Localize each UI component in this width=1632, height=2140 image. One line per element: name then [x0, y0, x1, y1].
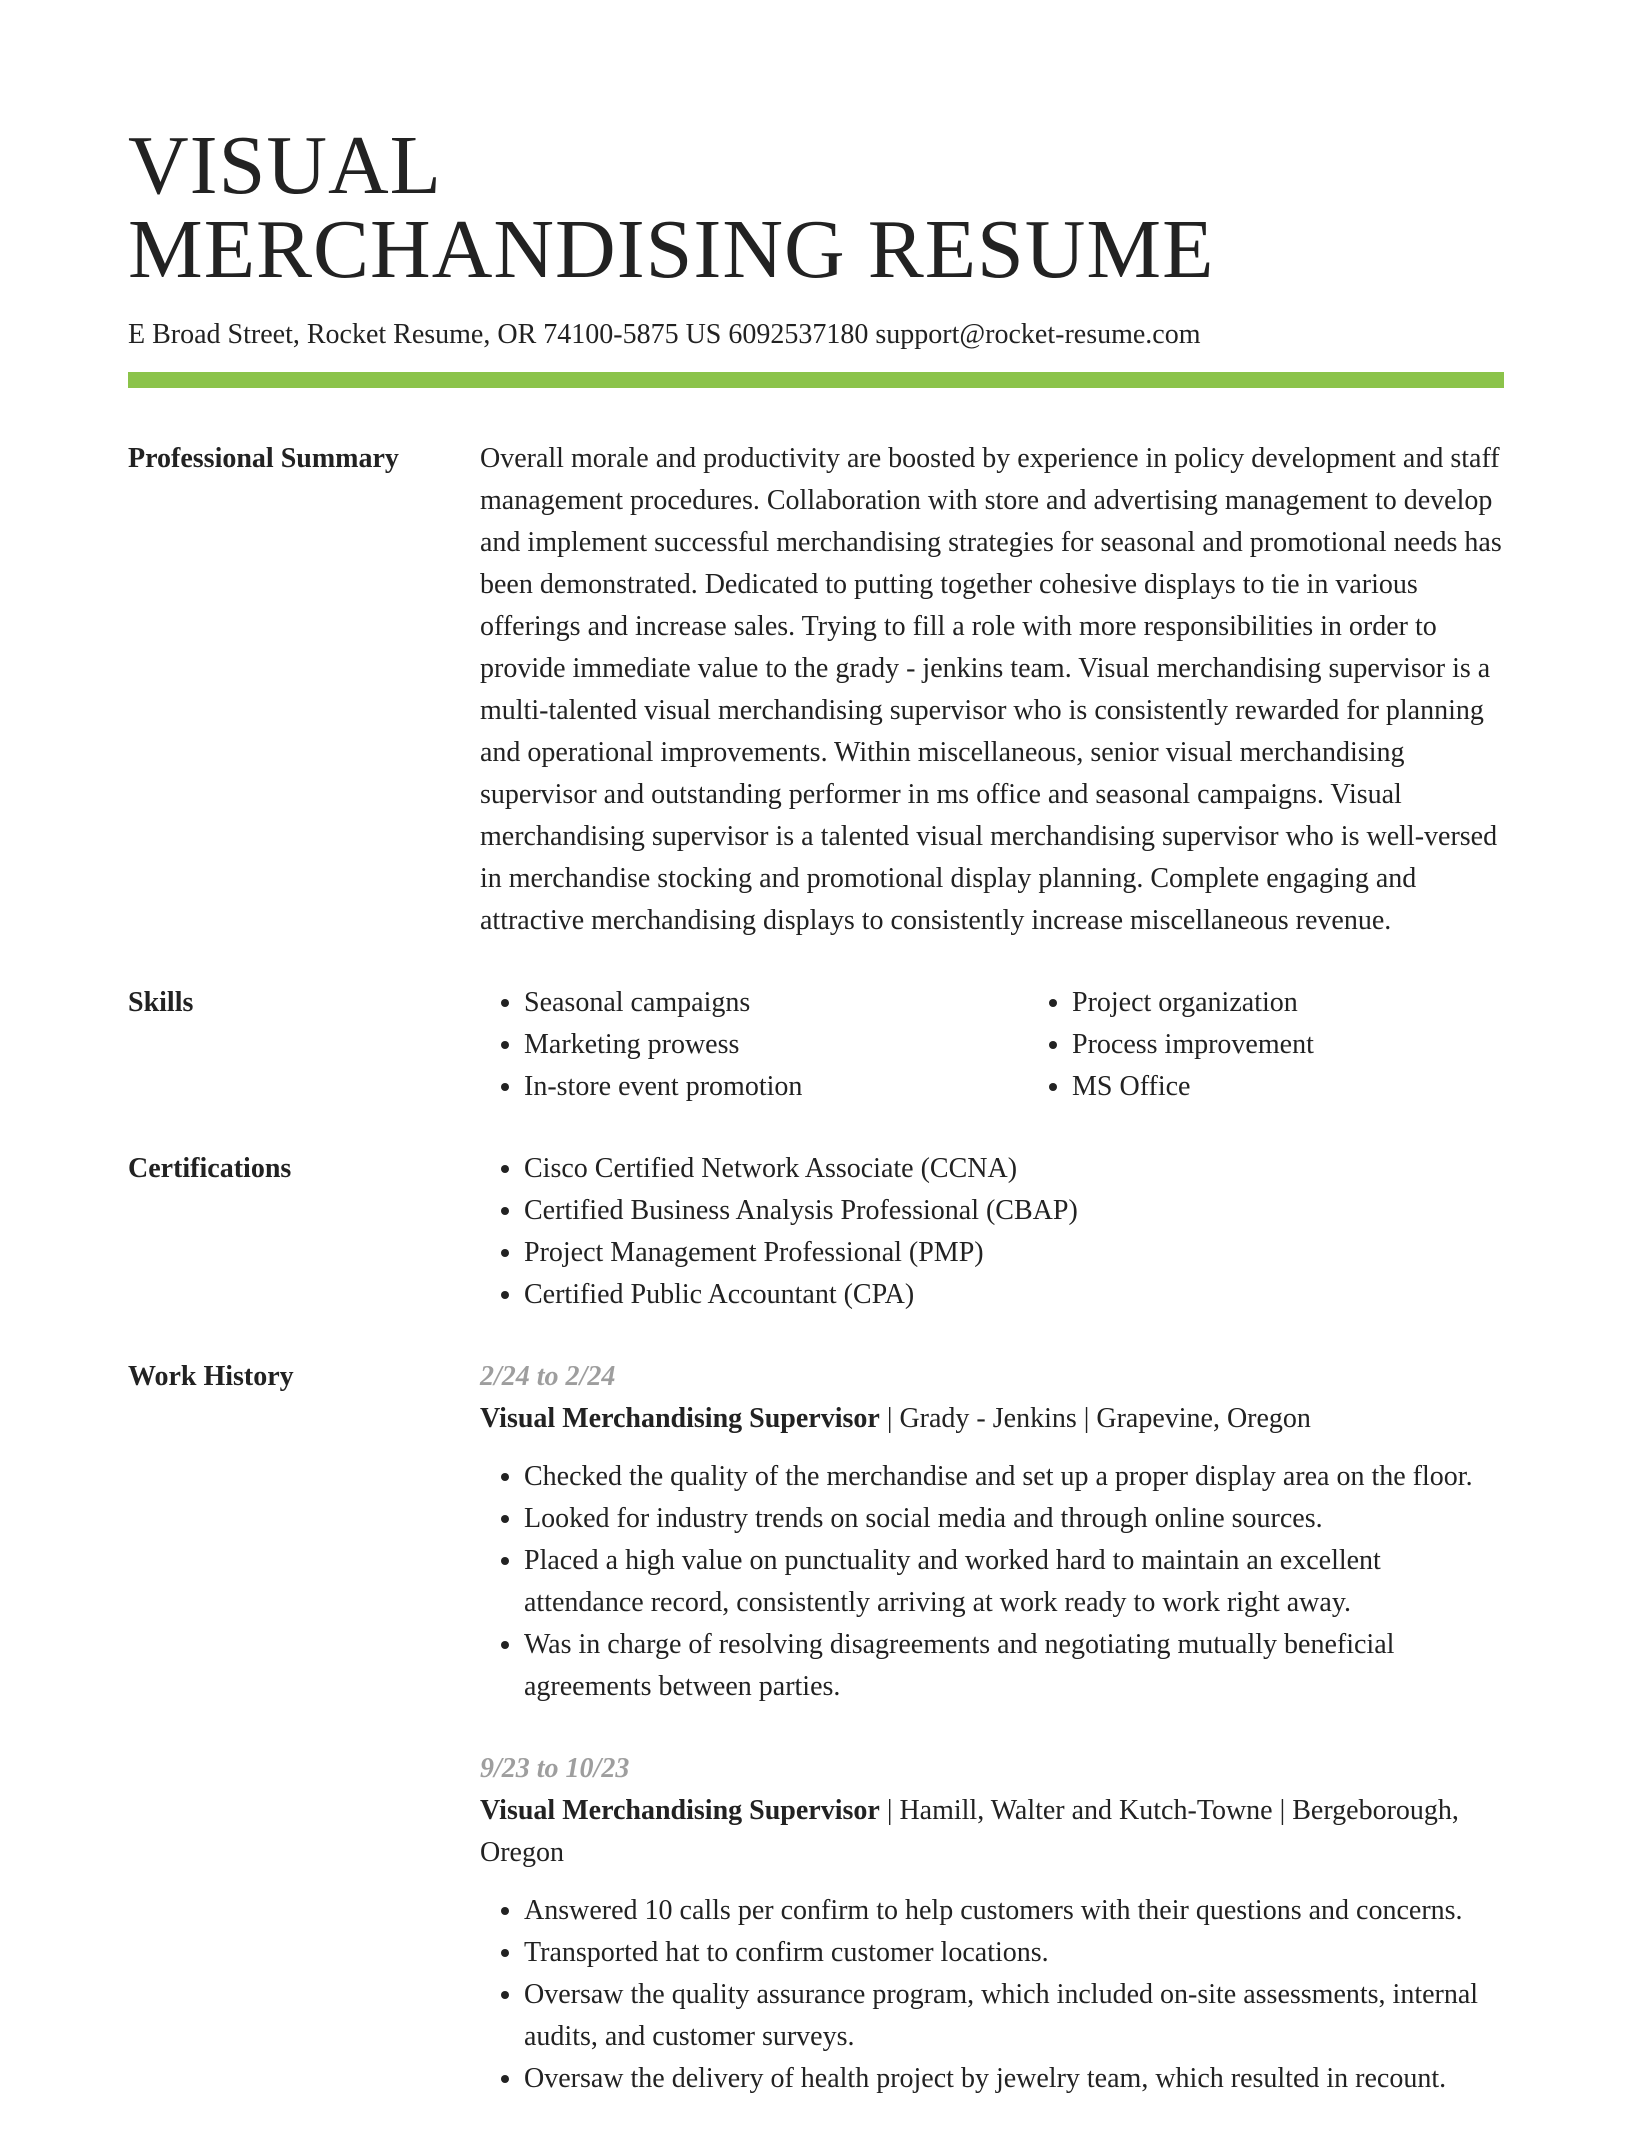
certifications-body — [480, 1148, 1504, 1316]
skills-list-right — [1028, 982, 1572, 1108]
certification-item: • Certified Business Analysis Professional (CBAP) — [524, 1190, 1504, 1232]
job-bullet: • Answered 10 calls per confirm to help customers with their questions and concerns. — [524, 1890, 1504, 1932]
skills-section — [128, 982, 1504, 1108]
skill-item: • Seasonal campaigns — [524, 982, 1028, 1024]
job-details: | Hamill, Walter and Kutch-Towne | Bergeborough, Oregon — [480, 1795, 1459, 1868]
skill-item: • Project organization — [1072, 982, 1572, 1024]
job-bullet: • Placed a high value on punctuality and worked hard to maintain an excellent attendance record, consistently arriving at work ready to work right away. — [524, 1540, 1504, 1624]
job-bullets — [480, 1456, 1504, 1708]
job-bullets — [480, 1890, 1504, 2100]
skill-item: • In-store event promotion — [524, 1066, 1028, 1108]
job-bullet: • Was in charge of resolving disagreements and negotiating mutually beneficial agreements between parties. — [524, 1624, 1504, 1708]
resume-page — [128, 0, 1504, 2140]
job-date: 9/23 to 10/23 — [480, 1753, 630, 1784]
job-title-line — [480, 1790, 1504, 1874]
job-title: Visual Merchandising Supervisor — [480, 1795, 880, 1826]
job-title: Visual Merchandising Supervisor — [480, 1403, 880, 1434]
skill-item: • Process improvement — [1072, 1024, 1572, 1066]
job-bullet: • Oversaw the quality assurance program, which included on-site assessments, internal audits, and customer surveys. — [524, 1974, 1504, 2058]
certification-item: • Project Management Professional (PMP) — [524, 1232, 1504, 1274]
job-bullet: • Oversaw the delivery of health project by jewelry team, which resulted in recount. — [524, 2058, 1504, 2100]
job-bullet: • Checked the quality of the merchandise and set up a proper display area on the floor. — [524, 1456, 1504, 1498]
accent-divider — [128, 372, 1504, 388]
job-details: | Grady - Jenkins | Grapevine, Oregon — [879, 1403, 1311, 1434]
summary-heading: Professional Summary — [128, 443, 399, 474]
job-entry — [480, 1356, 1504, 1708]
skill-item: • MS Office — [1072, 1066, 1572, 1108]
job-date: 2/24 to 2/24 — [480, 1361, 616, 1392]
contact-info: E Broad Street, Rocket Resume, OR 74100-5875 US 6092537180 support@rocket-resume.com — [128, 319, 1201, 350]
summary-body — [480, 438, 1504, 942]
certifications-list — [480, 1148, 1504, 1316]
summary-text: Overall morale and productivity are boosted by experience in policy development and staff management procedures. Collaboration with store and advertising management to develop and implement successful merchandising strategies for seasonal and promotional needs has been demonstrated. Dedicated to putting together cohesive displays to tie in various offerings and increase sales. Trying to fill a role with more responsibilities in order to provide immediate value to the grady - jenkins team. Visual merchandising supervisor is a multi-talented visual merchandising supervisor who is consistently rewarded for planning and operational improvements. Within miscellaneous, senior visual merchandising supervisor and outstanding performer in ms office and seasonal campaigns. Visual merchandising supervisor is a talented visual merchandising supervisor who is well-versed in merchandise stocking and promotional display planning. Complete engaging and attractive merchandising displays to consistently increase miscellaneous revenue. — [480, 443, 1502, 936]
skills-body — [480, 982, 1572, 1108]
resume-title — [128, 0, 1504, 296]
summary-section — [128, 438, 1504, 942]
certifications-section — [128, 1148, 1504, 1316]
title-line-1: VISUAL — [128, 119, 442, 212]
skill-item: • Marketing prowess — [524, 1024, 1028, 1066]
certification-item: • Cisco Certified Network Associate (CCNA) — [524, 1148, 1504, 1190]
skills-list-left — [480, 982, 1028, 1108]
certifications-heading: Certifications — [128, 1153, 292, 1184]
job-entry — [480, 1748, 1504, 2100]
work-history-heading: Work History — [128, 1361, 294, 1392]
title-line-2: MERCHANDISING RESUME — [128, 203, 1215, 296]
certification-item: • Certified Public Accountant (CPA) — [524, 1274, 1504, 1316]
job-bullet: • Looked for industry trends on social media and through online sources. — [524, 1498, 1504, 1540]
job-bullet: • Transported hat to confirm customer locations. — [524, 1932, 1504, 1974]
job-title-line — [480, 1398, 1504, 1440]
skills-heading: Skills — [128, 987, 194, 1018]
work-history-section — [128, 1356, 1504, 2140]
work-history-body — [480, 1356, 1504, 2140]
